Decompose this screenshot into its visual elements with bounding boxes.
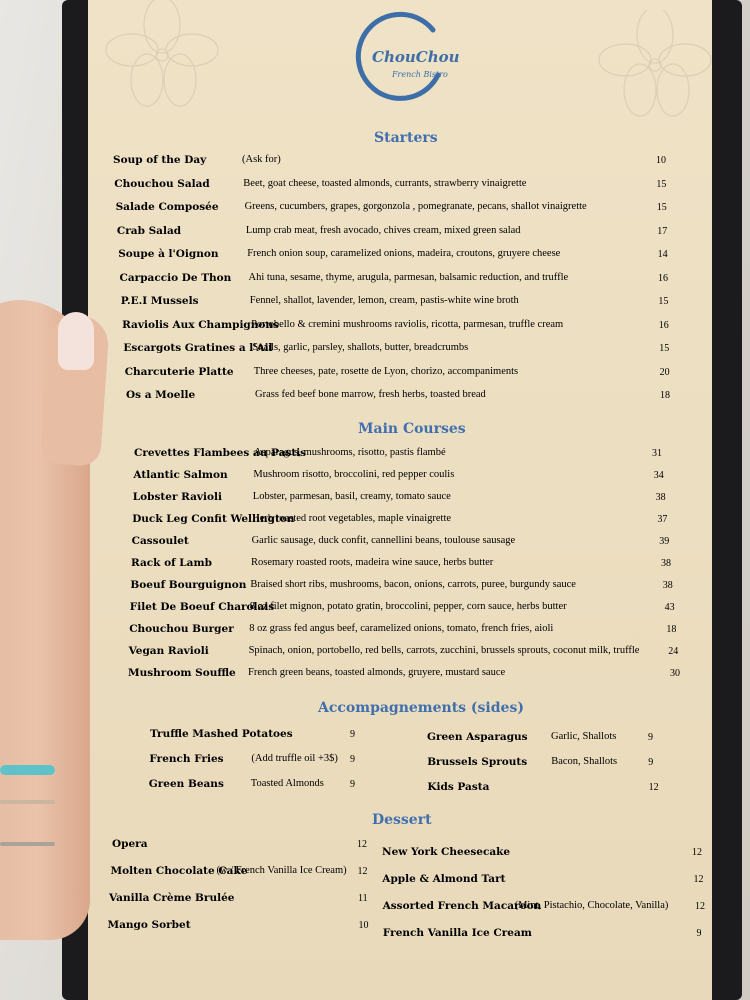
menu-item-description: Braised short ribs, mushrooms, bacon, onions, carrots, puree, burgundy sauce [250, 579, 576, 590]
menu-item-price: 16 [658, 272, 668, 284]
thumbnail-nail [58, 312, 94, 370]
bracelet-turquoise [0, 765, 55, 775]
menu-item-description: Garlic sausage, duck confit, cannellini beans, toulouse sausage [251, 535, 516, 546]
menu-item-name: Kids Pasta [427, 781, 490, 793]
menu-item-price: 12 [648, 782, 659, 793]
menu-item-description: Beet, goat cheese, toasted almonds, currants, strawberry vinaigrette [243, 177, 527, 189]
menu-item-name: Mango Sorbet [107, 919, 191, 931]
menu-item-price: 12 [692, 847, 702, 858]
menu-item-description: French onion soup, caramelized onions, madeira, croutons, gruyere cheese [247, 248, 561, 259]
menu-item-price: 9 [350, 779, 355, 790]
menu-item-description: (w / French Vanilla Ice Cream) [216, 865, 347, 876]
section-title-starters: Starters [374, 130, 438, 146]
bracelet-chain [0, 800, 55, 804]
menu-item-description: Rosemary roasted roots, madeira wine sauce, herbs butter [251, 557, 494, 568]
menu-item-description: Portobello & cremini mushrooms raviolis, ricotta, parmesan, truffle cream [251, 318, 564, 330]
menu-item-description: Ahi tuna, sesame, thyme, arugula, parmesan, balsamic reduction, and truffle [248, 271, 569, 283]
menu-item-name: Duck Leg Confit Wellington [132, 513, 295, 525]
section-title-sides: Accompagnements (sides) [318, 700, 524, 716]
menu-item-description: Greens, cucumbers, grapes, gorgonzola , pomegranate, pecans, shallot vinaigrette [244, 201, 587, 212]
menu-item-name: Green Asparagus [427, 731, 528, 743]
menu-item-name: Lobster Ravioli [132, 491, 222, 503]
menu-item-price: 38 [655, 492, 666, 503]
menu-item-price: 15 [656, 202, 667, 213]
menu-item-price: 9 [350, 729, 355, 740]
menu-item-price: 10 [358, 920, 369, 931]
menu-item-description: Bacon, Shallots [551, 756, 618, 767]
menu-item-price: 24 [668, 646, 679, 657]
menu-item-description: 8 oz filet mignon, potato gratin, broccolini, pepper, corn sauce, herbs butter [249, 601, 567, 612]
menu-item-name: Vegan Ravioli [128, 645, 209, 657]
menu-item-price: 38 [661, 558, 671, 569]
menu-item-name: Vanilla Crème Brulée [109, 892, 235, 904]
menu-item-price: 34 [653, 470, 664, 481]
menu-item-name: Filet De Boeuf Charolais [129, 601, 275, 613]
menu-item-price: 9 [648, 757, 654, 768]
menu-item-name: Crevettes Flambees au Pastis [134, 447, 307, 459]
menu-item-price: 18 [660, 390, 670, 401]
menu-item-name: Cassoulet [131, 535, 189, 547]
menu-item-price: 9 [350, 754, 355, 765]
flower-decoration-icon [92, 0, 232, 120]
menu-item-name: Os a Moelle [126, 389, 196, 401]
menu-item-description: French green beans, toasted almonds, gruyere, mustard sauce [248, 667, 506, 678]
menu-item-description: Snails, garlic, parsley, shallots, butter, breadcrumbs [252, 342, 469, 353]
menu-item-description: Garlic, Shallots [551, 731, 617, 742]
menu-item-price: 10 [656, 155, 666, 166]
menu-item-name: Chouchou Salad [114, 177, 210, 190]
menu-item-price: 31 [652, 448, 662, 459]
menu-item-price: 17 [657, 225, 668, 237]
menu-item-price: 12 [693, 874, 704, 885]
menu-item-name: Opera [112, 838, 148, 850]
menu-item-name: Mushroom Souffle [128, 667, 236, 679]
menu-item-price: 12 [357, 839, 367, 850]
menu-item-price: 15 [658, 296, 669, 307]
menu-item-description: Asparagus, mushrooms, risotto, pastis flambé [254, 447, 446, 458]
menu-item-name: Charcuterie Platte [124, 365, 234, 378]
menu-item-description: Mushroom risotto, broccolini, red pepper coulis [253, 469, 455, 480]
menu-item-price: 20 [659, 366, 670, 378]
menu-item-price: 16 [658, 319, 669, 331]
menu-item-price: 38 [662, 580, 673, 591]
menu-item-description: Grass fed beef bone marrow, fresh herbs, toasted bread [255, 389, 486, 400]
menu-item-description: (Mint, Pistachio, Chocolate, Vanilla) [514, 900, 669, 911]
logo-subtitle: French Bistro [392, 70, 448, 79]
menu-item-description: Toasted Almonds [250, 778, 324, 789]
menu-item-name: Apple & Almond Tart [382, 873, 506, 885]
menu-item-description: Fennel, shallot, lavender, lemon, cream, pastis-white wine broth [249, 295, 519, 306]
menu-item-price: 9 [696, 928, 702, 939]
menu-item-name: Soupe à l'Oignon [118, 248, 219, 260]
logo-name: ChouChou [372, 48, 460, 66]
menu-item-description: Three cheeses, pate, rosette de Lyon, chorizo, accompaniments [253, 365, 519, 377]
menu-item-name: Green Beans [148, 778, 224, 790]
menu-item-name: Crab Salad [116, 224, 182, 237]
menu-item-description: Lobster, parmesan, basil, creamy, tomato sauce [252, 491, 451, 502]
menu-item-name: Truffle Mashed Potatoes [150, 728, 293, 740]
menu-item-name: Rack of Lamb [131, 557, 212, 569]
menu-item-name: French Fries [149, 753, 224, 765]
menu-item-description: (Ask for) [242, 154, 281, 165]
menu-item-name: Boeuf Bourguignon [130, 579, 247, 591]
menu-item-name: Raviolis Aux Champignons [122, 318, 279, 331]
menu-item-description: Lump crab meat, fresh avocado, chives cream, mixed green salad [245, 224, 521, 236]
menu-item-price: 18 [666, 624, 677, 635]
menu-item-description: Herb roasted root vegetables, maple vinaigrette [252, 513, 452, 524]
bracelet-chain [0, 842, 55, 846]
menu-item-name: French Vanilla Ice Cream [382, 927, 532, 939]
menu-item-name: Brussels Sprouts [427, 756, 528, 768]
menu-item-name: New York Cheesecake [382, 846, 511, 858]
menu-item-name: Salade Composée [115, 201, 219, 213]
menu-item-price: 15 [656, 178, 667, 190]
menu-item-description: (Add truffle oil +3$) [251, 753, 338, 764]
menu-item-name: Escargots Gratines a l'Ail [123, 342, 273, 354]
menu-item-description: Spinach, onion, portobello, red bells, carrots, zucchini, brussels sprouts, coconut milk, truffle [248, 645, 640, 656]
menu-item-description: 8 oz grass fed angus beef, caramelized onions, tomato, french fries, aioli [249, 623, 554, 634]
menu-item-name: Assorted French Macaroon [382, 900, 542, 912]
menu-item-price: 9 [648, 732, 653, 743]
section-title-dessert: Dessert [372, 812, 432, 828]
menu-item-price: 12 [695, 901, 705, 912]
menu-item-price: 39 [659, 536, 670, 547]
menu-item-price: 43 [664, 602, 675, 613]
menu-item-name: Atlantic Salmon [133, 469, 228, 481]
menu-item-name: Chouchou Burger [129, 623, 234, 635]
menu-item-price: 37 [657, 514, 668, 525]
menu-item-price: 30 [670, 668, 680, 679]
menu-item-price: 11 [358, 893, 368, 904]
section-title-main-courses: Main Courses [358, 421, 466, 437]
menu-item-price: 15 [659, 343, 670, 354]
menu-item-price: 14 [657, 249, 668, 260]
menu-item-name: Soup of the Day [113, 154, 207, 166]
menu-item-name: Carpaccio De Thon [119, 271, 232, 284]
menu-item-price: 12 [357, 866, 368, 877]
menu-item-name: Molten Chocolate Cake [110, 865, 248, 877]
menu-item-name: P.E.I Mussels [120, 295, 199, 307]
flower-decoration-icon [585, 10, 725, 130]
